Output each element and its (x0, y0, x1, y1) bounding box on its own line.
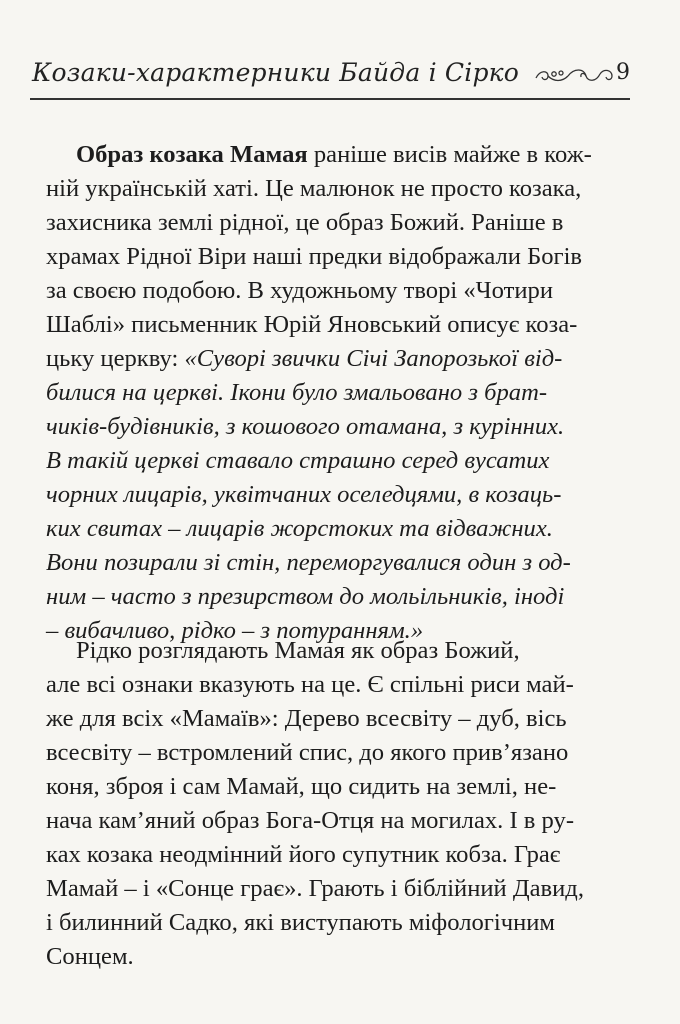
text-line: коня, зброя і сам Мамай, що сидить на землі, не- (46, 773, 557, 800)
text-line: Шаблі» письменник Юрій Яновський описує коза- (46, 311, 578, 338)
text-line: ких свитах – лицарів жорстоких та відважних. (46, 515, 553, 542)
text-line: же для всіх «Мамаїв»: Дерево всесвіту – дуб, вісь (46, 705, 567, 732)
paragraph-2 (46, 668, 636, 974)
text-line: Мамай – і «Сонце грає». Грають і біблійний Давид, (46, 875, 584, 902)
text-line: Рідко розглядають Мамая як образ Божий, (76, 637, 520, 664)
text-line: Вони позирали зі стін, переморгувалися один з од- (46, 549, 571, 576)
paragraph-1 (46, 172, 636, 648)
paragraph-2-first-line (76, 634, 636, 668)
text-line (76, 138, 636, 172)
text-line: ках козака неодмінний його супутник кобза. Грає (46, 841, 561, 868)
page-body (76, 138, 636, 172)
running-header (32, 56, 632, 100)
text-line: храмах Рідної Віри наші предки відображали Богів (46, 243, 583, 270)
running-title: Козаки-характерники Байда і Сірко (32, 58, 520, 87)
text-line: чиків-будівників, з кошового отамана, з курінних. (46, 413, 565, 440)
text-line: чорних лицарів, уквітчаних оселедцями, в козаць- (46, 481, 562, 508)
header-rule (30, 98, 630, 100)
text-line: ним – часто з презирством до мольільників, іноді (46, 583, 565, 610)
page-number: 9 (616, 60, 630, 85)
text-line: за своєю подобою. В художньому творі «Чотири (46, 277, 554, 304)
text-line: ній українській хаті. Це малюнок не просто козака, (46, 175, 582, 202)
text-line: всесвіту – встромлений спис, до якого прив’язано (46, 739, 569, 766)
text-line: і билинний Садко, які виступають міфологічним (46, 909, 555, 936)
bold-lead: Образ козака Мамая (76, 141, 308, 168)
text-line: билися на церкві. Ікони було змальовано з брат- (46, 379, 548, 406)
text-line: В такій церкві ставало страшно серед вусатих (46, 447, 550, 474)
quote-start: «Суворі звички Січі Запорозької від- (184, 345, 563, 372)
text-line: Сонцем. (46, 943, 134, 970)
line-text: раніше висів майже в кож- (307, 141, 592, 168)
text-line: захисника землі рідної, це образ Божий. Раніше в (46, 209, 564, 236)
flourish-ornament-icon (534, 64, 616, 88)
line-text: цьку церкву: (46, 345, 185, 372)
text-line (46, 342, 636, 376)
text-line: нача кам’яний образ Бога-Отця на могилах. І в ру- (46, 807, 575, 834)
text-line: але всі ознаки вказують на це. Є спільні риси май- (46, 671, 574, 698)
text-line: – вибачливо, рідко – з потуранням.» (46, 617, 424, 644)
